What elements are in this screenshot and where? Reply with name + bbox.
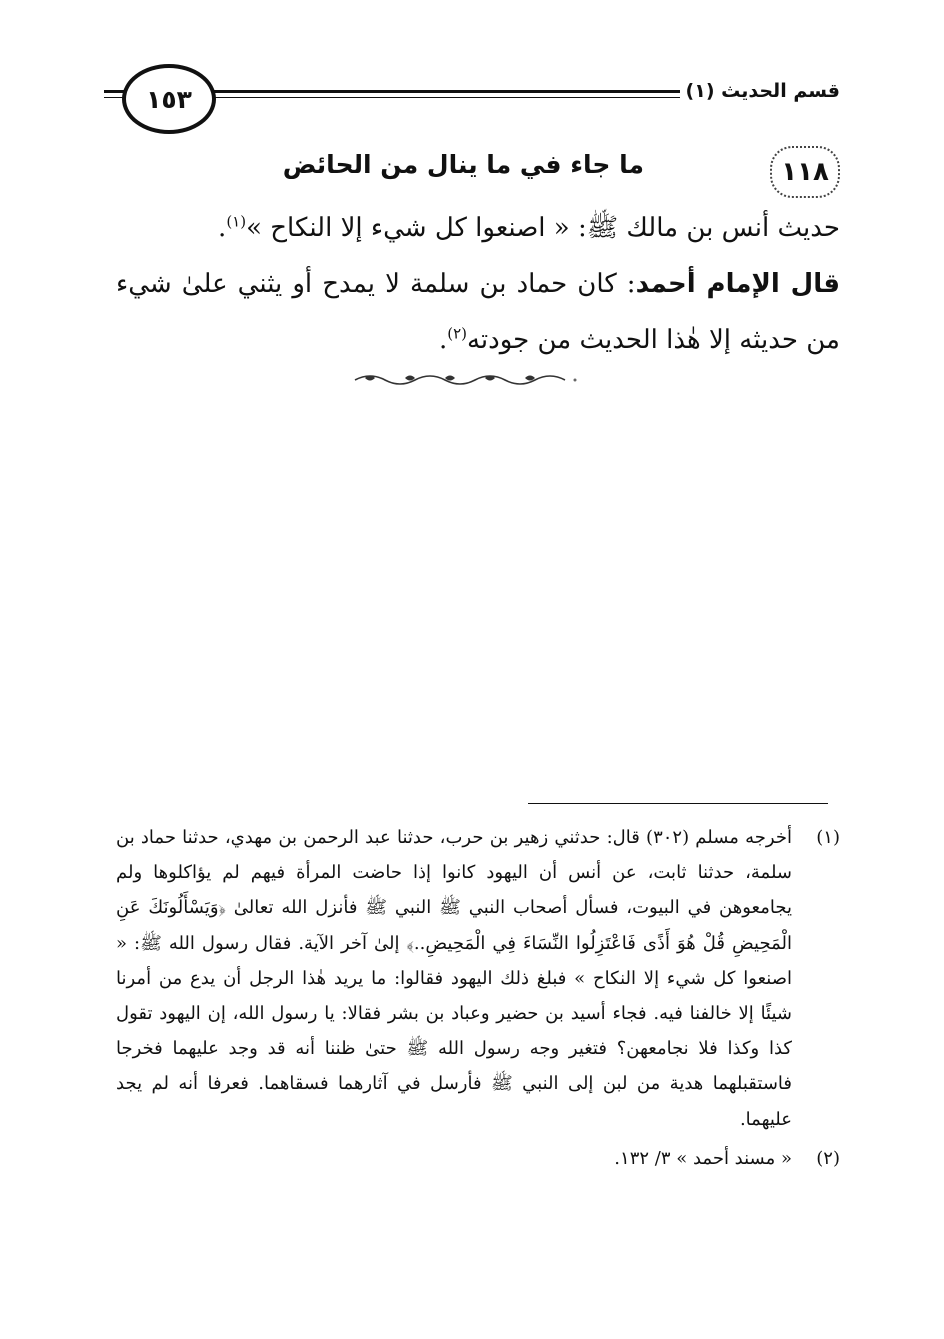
footnotes <box>116 820 840 1176</box>
footnote-text: أخرجه مسلم (٣٠٢) قال: حدثني زهير بن حرب، حدثنا عبد الرحمن بن مهدي، حدثنا حماد بن سلمة، حدثنا ثابت، عن أنس أن اليهود كانوا إذا حاضت المرأة فيهم لم يؤاكلوها ولم يجامعوهن في البيوت، فسأل أصحاب النبي ﷺ النبي ﷺ فأنزل الله تعالىٰ ﴿وَيَسْأَلُونَكَ عَنِ الْمَحِيضِ قُلْ هُوَ أَذًى فَاعْتَزِلُوا النِّسَاءَ فِي الْمَحِيضِ..﴾ إلىٰ آخر الآية. فقال رسول الله ﷺ: « اصنعوا كل شيء إلا النكاح » فبلغ ذلك اليهود فقالوا: ما يريد هٰذا الرجل أن يدع من أمرنا شيئًا إلا خالفنا فيه. فجاء أسيد بن حضير وعباد بن بشر فقالا: يا رسول الله، إن اليهود تقول كذا وكذا فلا نجامعهن؟ فتغير وجه رسول الله ﷺ حتىٰ ظننا أنه قد وجد عليهما فخرجا فاستقبلهما هدية من لبن إلى النبي ﷺ فأرسل في آثارهما فسقاهما. فعرفا أنه لم يجد عليهما. <box>116 827 792 1130</box>
footnote-ref-2[interactable]: (٢) <box>447 324 467 343</box>
commentary-text-end: . <box>438 325 448 355</box>
hadith-number-badge: ١١٨ <box>770 146 840 198</box>
main-text <box>116 200 840 368</box>
commentary-text: : كان حماد بن سلمة لا يمدح أو يثني علىٰ شيء من حديثه إلا هٰذا الحديث من جودته <box>116 269 840 355</box>
hadith-paragraph <box>116 200 840 256</box>
page-number: ١٥٣ <box>122 64 216 134</box>
commentary-speaker: قال الإمام أحمد <box>635 269 840 299</box>
footnote-marker: (١) <box>816 827 840 848</box>
hadith-title: ما جاء في ما ينال من الحائض <box>282 150 644 179</box>
hadith-text: حديث أنس بن مالك ﷺ: « اصنعوا كل شيء إلا النكاح » <box>246 213 840 243</box>
footnote-marker: (٢) <box>816 1147 840 1169</box>
footnote-2 <box>116 1141 840 1176</box>
footnote-text: « مسند أحمد » ٣/ ١٣٢. <box>614 1147 792 1169</box>
footnote-separator <box>528 803 828 804</box>
section-ornament-icon <box>350 368 580 388</box>
running-title: قسم الحديث (١) <box>680 80 840 102</box>
footnote-ref-1[interactable]: (١) <box>226 212 247 231</box>
footnote-1 <box>116 820 840 1137</box>
hadith-text-end: . <box>218 213 227 243</box>
commentary-paragraph <box>116 256 840 368</box>
